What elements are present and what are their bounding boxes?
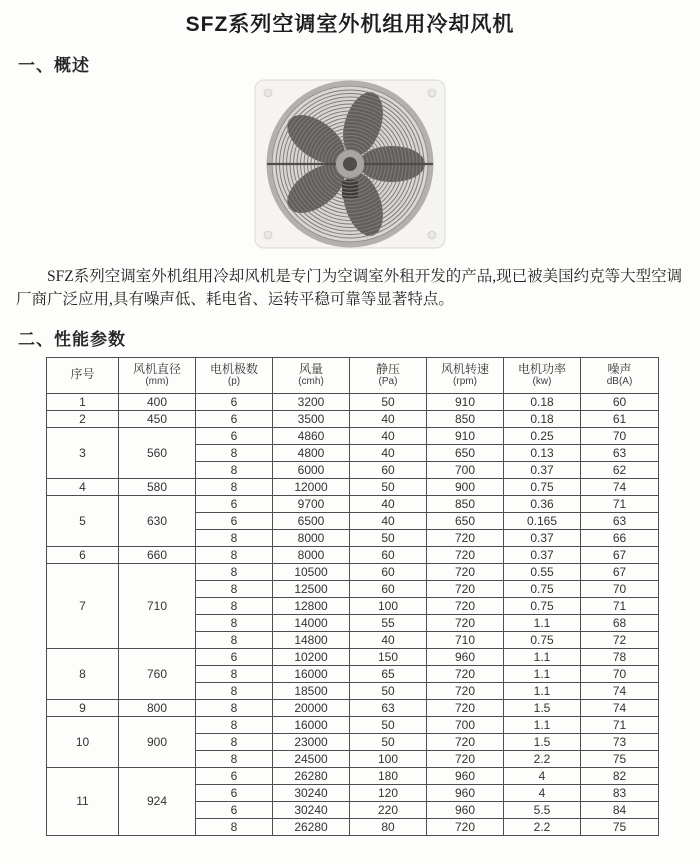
cell-static-pressure: 55	[350, 614, 427, 631]
cell-static-pressure: 40	[350, 631, 427, 648]
cell-motor-poles: 8	[196, 580, 273, 597]
table-row	[47, 495, 659, 512]
cell-motor-poles: 8	[196, 733, 273, 750]
cell-motor-power: 0.165	[504, 512, 581, 529]
cell-air-volume: 14000	[273, 614, 350, 631]
cell-air-volume: 8000	[273, 546, 350, 563]
cell-fan-diameter: 560	[119, 427, 196, 478]
cell-motor-poles: 8	[196, 750, 273, 767]
cell-noise: 78	[581, 648, 659, 665]
cell-fan-diameter: 924	[119, 767, 196, 835]
table-row	[47, 716, 659, 733]
column-header: 电机极数 (p)	[196, 357, 273, 393]
cell-fan-speed: 850	[427, 495, 504, 512]
cell-motor-poles: 6	[196, 393, 273, 410]
cell-fan-speed: 910	[427, 393, 504, 410]
cell-fan-speed: 720	[427, 699, 504, 716]
cell-fan-speed: 700	[427, 461, 504, 478]
cell-static-pressure: 120	[350, 784, 427, 801]
cell-motor-power: 0.37	[504, 529, 581, 546]
cell-air-volume: 12800	[273, 597, 350, 614]
cell-air-volume: 20000	[273, 699, 350, 716]
cell-fan-speed: 720	[427, 529, 504, 546]
cell-noise: 67	[581, 546, 659, 563]
cell-serial-no: 9	[47, 699, 119, 716]
cell-static-pressure: 50	[350, 393, 427, 410]
cell-serial-no: 7	[47, 563, 119, 648]
cell-air-volume: 3500	[273, 410, 350, 427]
cell-motor-power: 1.1	[504, 614, 581, 631]
cell-serial-no: 11	[47, 767, 119, 835]
cell-static-pressure: 150	[350, 648, 427, 665]
cell-air-volume: 12000	[273, 478, 350, 495]
cell-motor-poles: 8	[196, 614, 273, 631]
cell-noise: 83	[581, 784, 659, 801]
cell-motor-poles: 8	[196, 444, 273, 461]
cell-motor-power: 0.75	[504, 580, 581, 597]
cell-noise: 70	[581, 427, 659, 444]
cell-motor-power: 0.18	[504, 410, 581, 427]
cell-noise: 71	[581, 597, 659, 614]
cell-air-volume: 6500	[273, 512, 350, 529]
cell-fan-speed: 720	[427, 665, 504, 682]
cell-serial-no: 4	[47, 478, 119, 495]
cell-air-volume: 4860	[273, 427, 350, 444]
column-header: 风机转速 (rpm)	[427, 357, 504, 393]
cell-serial-no: 8	[47, 648, 119, 699]
cell-motor-power: 4	[504, 784, 581, 801]
cell-fan-diameter: 900	[119, 716, 196, 767]
cell-static-pressure: 60	[350, 580, 427, 597]
cell-air-volume: 10500	[273, 563, 350, 580]
cell-noise: 84	[581, 801, 659, 818]
cell-air-volume: 24500	[273, 750, 350, 767]
cell-static-pressure: 220	[350, 801, 427, 818]
cell-motor-poles: 6	[196, 767, 273, 784]
cell-noise: 67	[581, 563, 659, 580]
cell-air-volume: 30240	[273, 784, 350, 801]
table-row	[47, 393, 659, 410]
cell-static-pressure: 60	[350, 461, 427, 478]
cell-air-volume: 16000	[273, 716, 350, 733]
cell-fan-speed: 700	[427, 716, 504, 733]
cell-serial-no: 3	[47, 427, 119, 478]
cell-noise: 71	[581, 495, 659, 512]
section-heading-overview: 一、概述	[18, 56, 90, 75]
cell-static-pressure: 40	[350, 444, 427, 461]
cell-noise: 63	[581, 512, 659, 529]
cell-fan-speed: 720	[427, 580, 504, 597]
cell-static-pressure: 60	[350, 546, 427, 563]
table-header-row	[47, 357, 659, 393]
cell-serial-no: 10	[47, 716, 119, 767]
cell-motor-power: 2.2	[504, 818, 581, 835]
cell-fan-speed: 710	[427, 631, 504, 648]
cell-air-volume: 6000	[273, 461, 350, 478]
cell-fan-speed: 650	[427, 512, 504, 529]
cell-motor-power: 0.75	[504, 478, 581, 495]
cell-fan-diameter: 660	[119, 546, 196, 563]
cell-fan-speed: 720	[427, 614, 504, 631]
cell-motor-power: 1.5	[504, 699, 581, 716]
cell-motor-poles: 8	[196, 682, 273, 699]
cell-motor-poles: 8	[196, 461, 273, 478]
cell-noise: 70	[581, 580, 659, 597]
cell-motor-poles: 8	[196, 665, 273, 682]
column-header: 电机功率 (kw)	[504, 357, 581, 393]
table-row	[47, 478, 659, 495]
cell-motor-power: 2.2	[504, 750, 581, 767]
cell-noise: 68	[581, 614, 659, 631]
column-header: 风机直径 (mm)	[119, 357, 196, 393]
cell-fan-diameter: 760	[119, 648, 196, 699]
cell-air-volume: 8000	[273, 529, 350, 546]
cell-fan-diameter: 800	[119, 699, 196, 716]
cell-fan-speed: 960	[427, 767, 504, 784]
cell-fan-speed: 720	[427, 563, 504, 580]
cell-motor-poles: 8	[196, 631, 273, 648]
cell-motor-power: 0.37	[504, 546, 581, 563]
cell-motor-poles: 8	[196, 546, 273, 563]
cell-static-pressure: 100	[350, 597, 427, 614]
cell-motor-poles: 6	[196, 648, 273, 665]
fan-figure	[0, 78, 700, 252]
cell-static-pressure: 50	[350, 733, 427, 750]
cell-noise: 70	[581, 665, 659, 682]
cell-motor-poles: 8	[196, 716, 273, 733]
table-row	[47, 427, 659, 444]
cell-motor-power: 1.1	[504, 648, 581, 665]
cell-fan-speed: 720	[427, 818, 504, 835]
cell-noise: 61	[581, 410, 659, 427]
cell-fan-speed: 910	[427, 427, 504, 444]
cell-noise: 60	[581, 393, 659, 410]
cell-motor-poles: 6	[196, 495, 273, 512]
cell-air-volume: 30240	[273, 801, 350, 818]
cell-air-volume: 4800	[273, 444, 350, 461]
cell-motor-power: 5.5	[504, 801, 581, 818]
cell-motor-power: 0.75	[504, 631, 581, 648]
cell-noise: 74	[581, 478, 659, 495]
cell-motor-power: 0.18	[504, 393, 581, 410]
page-title: SFZ系列空调室外机组用冷却风机	[185, 13, 515, 36]
cell-motor-power: 1.1	[504, 665, 581, 682]
cell-motor-power: 1.1	[504, 716, 581, 733]
cell-motor-poles: 8	[196, 818, 273, 835]
cell-air-volume: 18500	[273, 682, 350, 699]
cell-static-pressure: 65	[350, 665, 427, 682]
cell-fan-speed: 960	[427, 784, 504, 801]
section-heading-performance: 二、性能参数	[18, 329, 126, 349]
table-row	[47, 767, 659, 784]
cell-serial-no: 5	[47, 495, 119, 546]
column-header: 静压 (Pa)	[350, 357, 427, 393]
cell-fan-diameter: 450	[119, 410, 196, 427]
cell-static-pressure: 40	[350, 495, 427, 512]
cell-motor-poles: 6	[196, 784, 273, 801]
cell-air-volume: 14800	[273, 631, 350, 648]
cell-motor-poles: 6	[196, 427, 273, 444]
cell-fan-speed: 720	[427, 750, 504, 767]
cell-static-pressure: 40	[350, 410, 427, 427]
cell-motor-power: 0.55	[504, 563, 581, 580]
cell-air-volume: 26280	[273, 767, 350, 784]
cell-static-pressure: 50	[350, 716, 427, 733]
table-row	[47, 546, 659, 563]
cell-motor-power: 4	[504, 767, 581, 784]
cell-motor-power: 0.13	[504, 444, 581, 461]
cell-fan-speed: 960	[427, 648, 504, 665]
cell-static-pressure: 50	[350, 682, 427, 699]
cell-fan-speed: 900	[427, 478, 504, 495]
performance-table	[46, 357, 659, 836]
cell-fan-diameter: 580	[119, 478, 196, 495]
cell-static-pressure: 100	[350, 750, 427, 767]
cell-fan-speed: 720	[427, 597, 504, 614]
cell-motor-power: 1.5	[504, 733, 581, 750]
cell-static-pressure: 50	[350, 529, 427, 546]
cell-fan-speed: 720	[427, 682, 504, 699]
cell-motor-power: 1.1	[504, 682, 581, 699]
cell-static-pressure: 40	[350, 427, 427, 444]
column-header: 序号	[47, 357, 119, 393]
cell-static-pressure: 60	[350, 563, 427, 580]
cell-fan-diameter: 710	[119, 563, 196, 648]
cell-fan-diameter: 400	[119, 393, 196, 410]
table-row	[47, 410, 659, 427]
fan-hub	[336, 150, 364, 178]
cell-static-pressure: 50	[350, 478, 427, 495]
cell-noise: 75	[581, 818, 659, 835]
cell-noise: 72	[581, 631, 659, 648]
cell-fan-speed: 720	[427, 733, 504, 750]
cell-motor-poles: 8	[196, 597, 273, 614]
cell-fan-speed: 850	[427, 410, 504, 427]
cell-static-pressure: 40	[350, 512, 427, 529]
cell-static-pressure: 180	[350, 767, 427, 784]
cell-noise: 71	[581, 716, 659, 733]
cell-motor-power: 0.25	[504, 427, 581, 444]
cell-air-volume: 12500	[273, 580, 350, 597]
cell-motor-poles: 6	[196, 801, 273, 818]
cell-air-volume: 23000	[273, 733, 350, 750]
table-row	[47, 563, 659, 580]
column-header: 噪声 dB(A)	[581, 357, 659, 393]
cell-static-pressure: 80	[350, 818, 427, 835]
column-header: 风量 (cmh)	[273, 357, 350, 393]
cell-serial-no: 1	[47, 393, 119, 410]
cell-noise: 73	[581, 733, 659, 750]
cell-serial-no: 6	[47, 546, 119, 563]
cell-motor-poles: 8	[196, 563, 273, 580]
cell-noise: 62	[581, 461, 659, 478]
cell-motor-poles: 6	[196, 410, 273, 427]
cell-fan-speed: 720	[427, 546, 504, 563]
cell-air-volume: 26280	[273, 818, 350, 835]
cell-motor-poles: 6	[196, 512, 273, 529]
cell-motor-power: 0.75	[504, 597, 581, 614]
cell-fan-speed: 960	[427, 801, 504, 818]
cell-serial-no: 2	[47, 410, 119, 427]
cell-fan-diameter: 630	[119, 495, 196, 546]
intro-paragraph: SFZ系列空调室外机组用冷却风机是专门为空调室外租开发的产品,现已被美国约克等大型空调厂商广泛应用,具有噪声低、耗电省、运转平稳可靠等显著特点。	[16, 268, 683, 309]
fan-photo-image	[252, 78, 448, 250]
cell-air-volume: 10200	[273, 648, 350, 665]
cell-noise: 66	[581, 529, 659, 546]
cell-noise: 63	[581, 444, 659, 461]
cell-motor-poles: 8	[196, 529, 273, 546]
table-row	[47, 648, 659, 665]
cell-motor-poles: 8	[196, 699, 273, 716]
cell-air-volume: 9700	[273, 495, 350, 512]
cell-motor-poles: 8	[196, 478, 273, 495]
cell-noise: 75	[581, 750, 659, 767]
cell-air-volume: 16000	[273, 665, 350, 682]
cell-fan-speed: 650	[427, 444, 504, 461]
cell-noise: 74	[581, 699, 659, 716]
cell-static-pressure: 63	[350, 699, 427, 716]
cell-noise: 74	[581, 682, 659, 699]
cell-air-volume: 3200	[273, 393, 350, 410]
cell-noise: 82	[581, 767, 659, 784]
cell-motor-power: 0.37	[504, 461, 581, 478]
cell-motor-power: 0.36	[504, 495, 581, 512]
table-row	[47, 699, 659, 716]
